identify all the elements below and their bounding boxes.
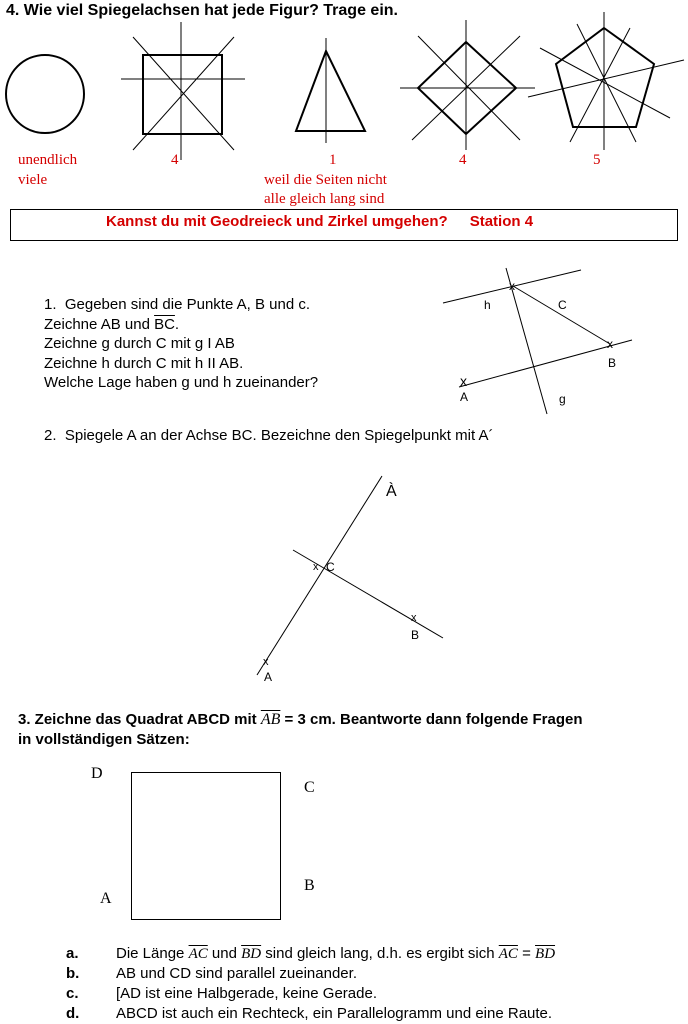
perpendicular-line <box>257 476 382 675</box>
label-a-prime: À <box>386 483 397 500</box>
task3-answers <box>66 944 555 1024</box>
diamond-figure <box>400 20 535 150</box>
label-c1: C <box>558 298 567 312</box>
square-label-c: C <box>304 779 315 796</box>
task1-number: 1. <box>44 296 57 313</box>
segment-ab-label: $\overline{AB}$ <box>260 711 281 728</box>
answer-a-mid: und <box>207 945 242 962</box>
task2-text <box>44 427 493 444</box>
task1-line3: Zeichne g durch C mit g I AB <box>44 335 235 352</box>
label-a2: A <box>264 670 273 684</box>
answer-b <box>66 964 555 984</box>
task1-line2-suffix: . <box>174 315 180 333</box>
square-label-d: D <box>91 765 103 782</box>
label-a1: A <box>460 390 469 404</box>
task1-line4: Zeichne h durch C mit h II AB. <box>44 354 244 372</box>
task2-number: 2. <box>44 427 57 444</box>
banner-title <box>106 213 533 230</box>
segment-ac-label-2: $\overline{AC}$ <box>498 946 518 962</box>
answer-d-text: ABCD ist auch ein Rechteck, ein Parallelogramm und eine Raute. <box>116 1005 553 1022</box>
answer-circle: unendlich <box>18 152 78 168</box>
square-figure <box>121 22 245 160</box>
mark-b1: x <box>607 337 613 351</box>
answer-d-letter: d. <box>66 1005 80 1022</box>
answer-c <box>66 984 555 1004</box>
task3-heading-prefix: 3. Zeichne das Quadrat ABCD mit <box>18 711 261 728</box>
label-b2: B <box>411 628 420 642</box>
task1-line2-prefix: Zeichne AB und <box>44 315 155 333</box>
answer-a-pre: Die Länge <box>116 945 189 962</box>
task2-instruction: Spiegele A an der Achse BC. Bezeichne den Spiegelpunkt mit A´ <box>64 427 494 444</box>
task1-line1-text: Gegeben sind die Punkte A, B und c. <box>64 296 311 313</box>
segment-bc-label: $\overline{BC}$ <box>154 315 175 333</box>
banner-station: Station 4 <box>469 213 534 230</box>
label-g: g <box>559 392 566 406</box>
task3-heading <box>18 711 583 729</box>
answer-a <box>66 944 555 964</box>
mark-a1: x <box>460 373 467 389</box>
answer-a-letter: a. <box>66 945 79 962</box>
answer-circle-2: viele <box>18 172 48 188</box>
answer-diamond: 4 <box>459 152 467 168</box>
task1-line1 <box>44 295 318 315</box>
segment-bd-label: $\overline{BD}$ <box>241 946 262 962</box>
mark-c2: x <box>313 561 319 573</box>
answer-b-text: AB und CD sind parallel zueinander. <box>116 965 357 982</box>
answer-b-letter: b. <box>66 965 80 982</box>
label-c2: C <box>326 560 335 574</box>
segment-cb <box>513 286 610 344</box>
mark-a2: x <box>263 656 269 668</box>
task1-line5: Welche Lage haben g und h zueinander? <box>44 374 319 391</box>
answer-triangle-note1: weil die Seiten nicht <box>264 172 387 188</box>
triangle-figure <box>296 38 365 143</box>
answer-c-letter: c. <box>66 985 79 1002</box>
answer-pentagon: 5 <box>593 152 601 168</box>
task1-line2 <box>44 315 318 335</box>
task1-figure <box>443 268 632 414</box>
circle-figure <box>6 55 84 133</box>
square-label-b: B <box>304 877 315 894</box>
answer-d <box>66 1004 555 1024</box>
answer-triangle: 1 <box>329 152 337 168</box>
answer-c-text: [AD ist eine Halbgerade, keine Gerade. <box>116 985 377 1002</box>
task3-heading-suffix: = 3 cm. Beantworte dann folgende Fragen <box>280 711 583 728</box>
mark-b2: x <box>411 612 417 624</box>
answer-a-eq: = <box>517 945 536 962</box>
task4-heading: 4. Wie viel Spiegelachsen hat jede Figur? Trage ein. <box>6 2 398 19</box>
answer-square: 4 <box>171 152 179 168</box>
square-abcd <box>132 773 281 920</box>
task2-figure <box>257 476 443 675</box>
mark-c1: x <box>509 279 515 293</box>
answer-a-post: sind gleich lang, d.h. es ergibt sich <box>261 945 499 962</box>
segment-ac-label: $\overline{AC}$ <box>188 946 208 962</box>
answer-triangle-note2: alle gleich lang sind <box>264 191 385 207</box>
pentagon-figure <box>528 12 684 150</box>
task1-text <box>44 295 318 393</box>
task3-heading-line2: in vollständigen Sätzen: <box>18 731 190 748</box>
square-label-a: A <box>100 890 112 907</box>
segment-bd-label-2: $\overline{BD}$ <box>535 946 556 962</box>
banner-title-text: Kannst du mit Geodreieck und Zirkel umgehen? <box>106 213 448 230</box>
label-h: h <box>484 298 491 312</box>
label-b1: B <box>608 356 617 370</box>
